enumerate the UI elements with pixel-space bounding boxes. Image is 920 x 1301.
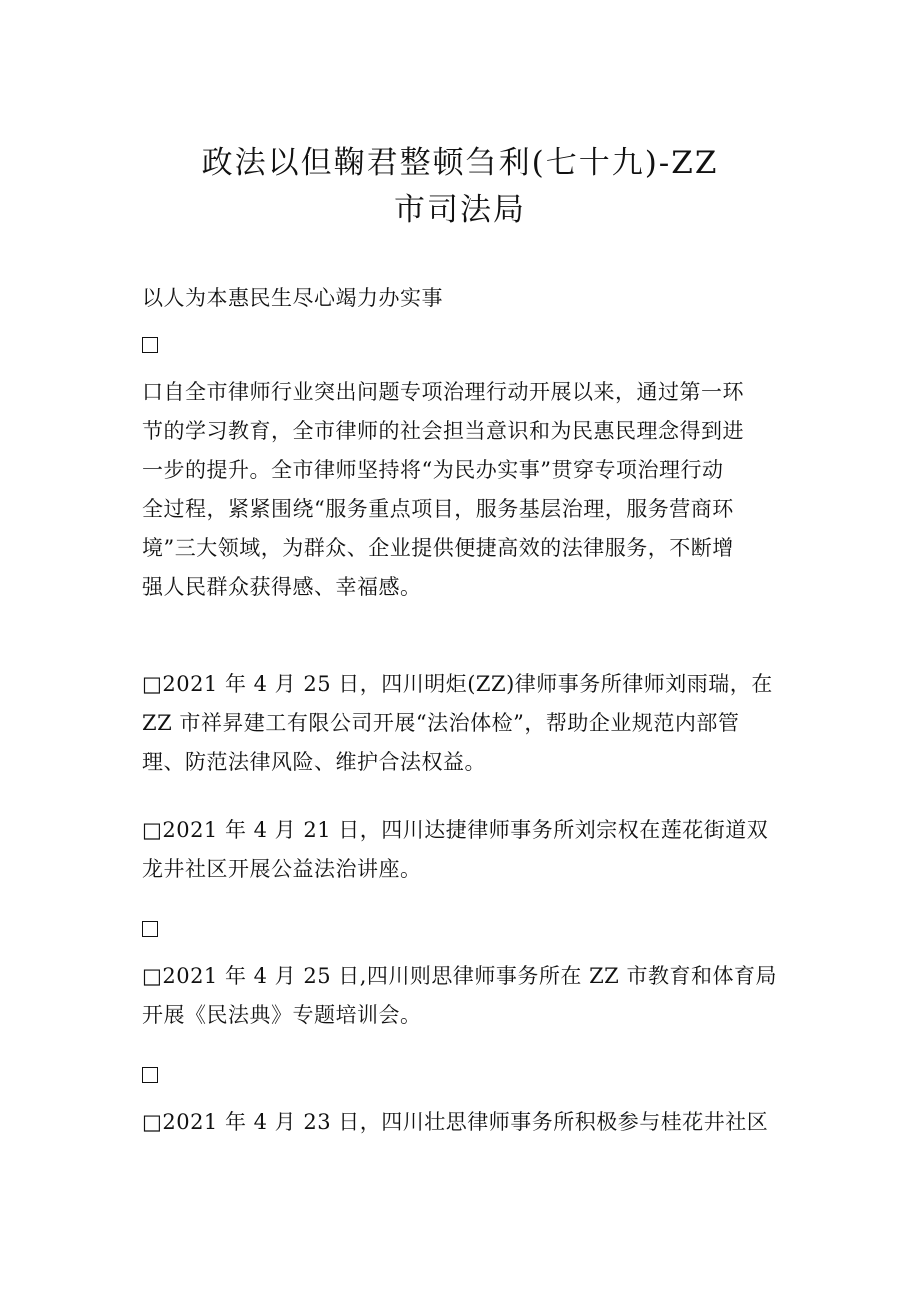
paragraph-line: 境”三大领域，为群众、企业提供便捷高效的法律服务，不断增 (142, 536, 734, 560)
paragraph-line: 开展《民法典》专题培训会。 (142, 1003, 422, 1027)
paragraph-line: 强人民群众获得感、幸福感。 (142, 575, 422, 599)
paragraph-line: □2021 年 4 月 21 日，四川达捷律师事务所刘宗权在莲花街道双 (142, 818, 769, 842)
paragraph-line: □2021 年 4 月 25 日,四川则思律师事务所在 ZZ 市教育和体育局 (142, 964, 777, 988)
paragraph-event-2 (142, 811, 792, 889)
document-title-line2: 市司法局 (394, 192, 526, 228)
paragraph-line: ZZ 市祥昇建工有限公司开展“法治体检”，帮助企业规范内部管 (142, 711, 740, 735)
empty-checkbox-icon (142, 1067, 158, 1083)
paragraph-event-4 (142, 1103, 792, 1142)
paragraph-line: □2021 年 4 月 23 日，四川壮思律师事务所积极参与桂花井社区 (142, 1110, 769, 1134)
paragraph-intro (142, 373, 792, 607)
paragraph-line: 全过程，紧紧围绕“服务重点项目，服务基层治理，服务营商环 (142, 497, 734, 521)
empty-checkbox-icon (142, 337, 158, 353)
empty-checkbox-icon (142, 921, 158, 937)
paragraph-line: 口自全市律师行业突出问题专项治理行动开展以来，通过第一环 (142, 380, 744, 404)
paragraph-event-1 (142, 665, 792, 782)
subtitle: 以人为本惠民生尽心竭力办实事 (142, 286, 443, 310)
paragraph-line: 节的学习教育，全市律师的社会担当意识和为民惠民理念得到进 (142, 419, 744, 443)
paragraph-line: 理、防范法律风险、维护合法权益。 (142, 750, 486, 774)
paragraph-event-3 (142, 957, 792, 1035)
paragraph-line: 龙井社区开展公益法治讲座。 (142, 857, 422, 881)
paragraph-line: 一步的提升。全市律师坚持将“为民办实事”贯穿专项治理行动 (142, 458, 724, 482)
document-title-line1: 政法以但鞠君整顿刍利(七十九)-ZZ (201, 145, 719, 181)
paragraph-line: □2021 年 4 月 25 日，四川明炬(ZZ)律师事务所律师刘雨瑞，在 (142, 672, 773, 696)
